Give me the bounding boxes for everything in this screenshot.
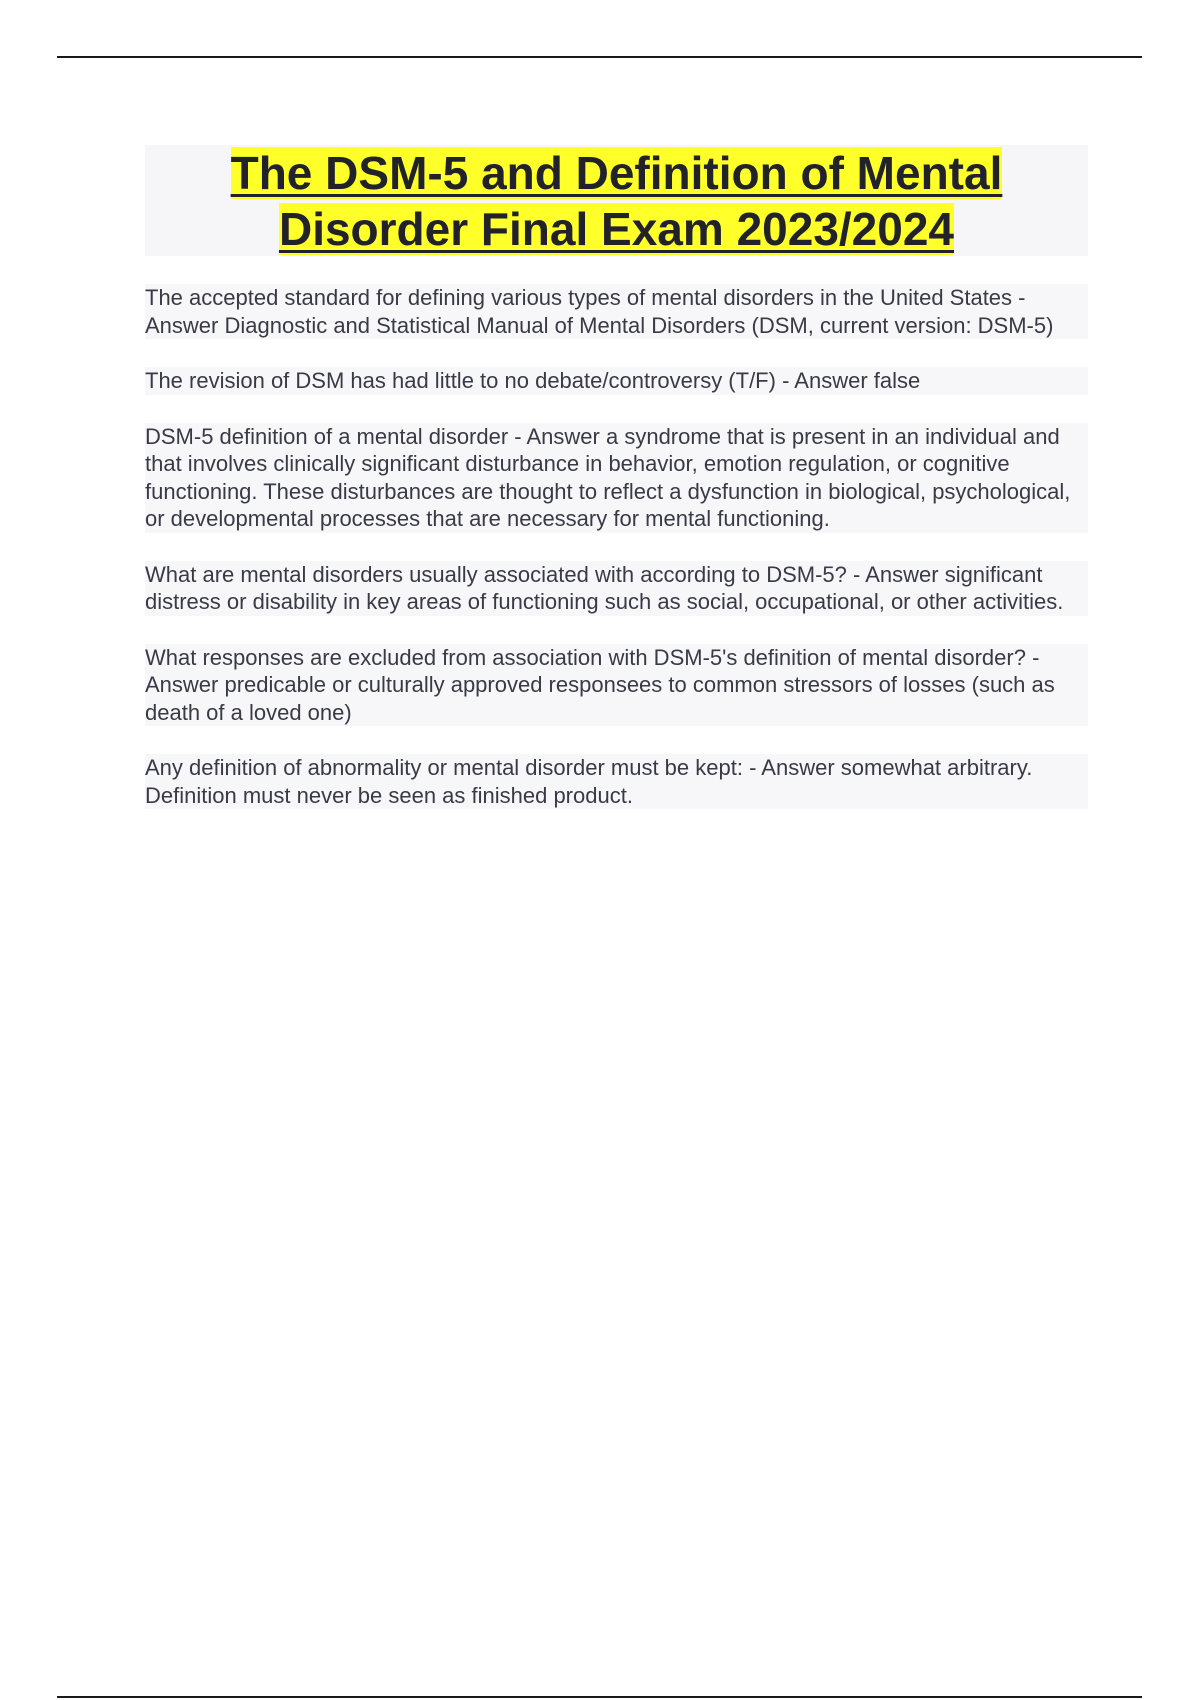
question-text: The accepted standard for defining various types of mental disorders in the United States <box>145 285 1013 310</box>
question-text: What are mental disorders usually associated with according to DSM-5? <box>145 561 847 587</box>
qa-item <box>145 423 1088 533</box>
answer-text: Diagnostic and Statistical Manual of Mental Disorders (DSM, current version: DSM-5) <box>224 312 1054 338</box>
answer-separator: - Answer <box>145 285 1026 338</box>
qa-item <box>145 284 1088 339</box>
question-text: What responses are excluded from association with DSM-5's definition of mental disorder? <box>145 644 1026 670</box>
top-rule <box>57 56 1142 58</box>
title-line-2: Disorder Final Exam 2023/2024 <box>278 203 955 255</box>
answer-separator: - Answer <box>508 423 606 449</box>
qa-item <box>145 754 1088 809</box>
answer-separator: - Answer <box>145 644 1040 697</box>
title-line-1: The DSM-5 and Definition of Mental <box>230 147 1003 199</box>
question-text: DSM-5 definition of a mental disorder <box>145 423 509 449</box>
answer-text: predicable or culturally approved responsees to common stressors of losses (such as death of a loved one) <box>145 672 1055 725</box>
answer-separator: - Answer <box>846 561 945 587</box>
question-text: Any definition of abnormality or mental disorder must be kept: <box>145 755 743 780</box>
answer-text: a syndrome that is present in an individual and that involves clinically significant disturbance in behavior, emotion regulation, or cognitive functioning. These disturbances are thought to reflect a dysfunction in biological, psychological, or developmental processes that are necessary for mental functioning. <box>145 423 1071 531</box>
qa-item <box>145 561 1088 616</box>
bottom-rule <box>57 1696 1142 1698</box>
answer-separator: - Answer <box>742 755 841 780</box>
page-title <box>145 145 1088 256</box>
question-text: The revision of DSM has had little to no debate/controversy (T/F) <box>145 368 776 393</box>
qa-item <box>145 367 1088 395</box>
answer-text: false <box>873 368 921 393</box>
qa-list <box>145 284 1088 837</box>
qa-item <box>145 644 1088 727</box>
answer-text: significant distress or disability in key areas of functioning such as social, occupational, or other activities. <box>145 561 1064 614</box>
answer-text: somewhat arbitrary. Definition must never be seen as finished product. <box>145 755 1033 808</box>
answer-separator: - Answer <box>775 368 874 393</box>
